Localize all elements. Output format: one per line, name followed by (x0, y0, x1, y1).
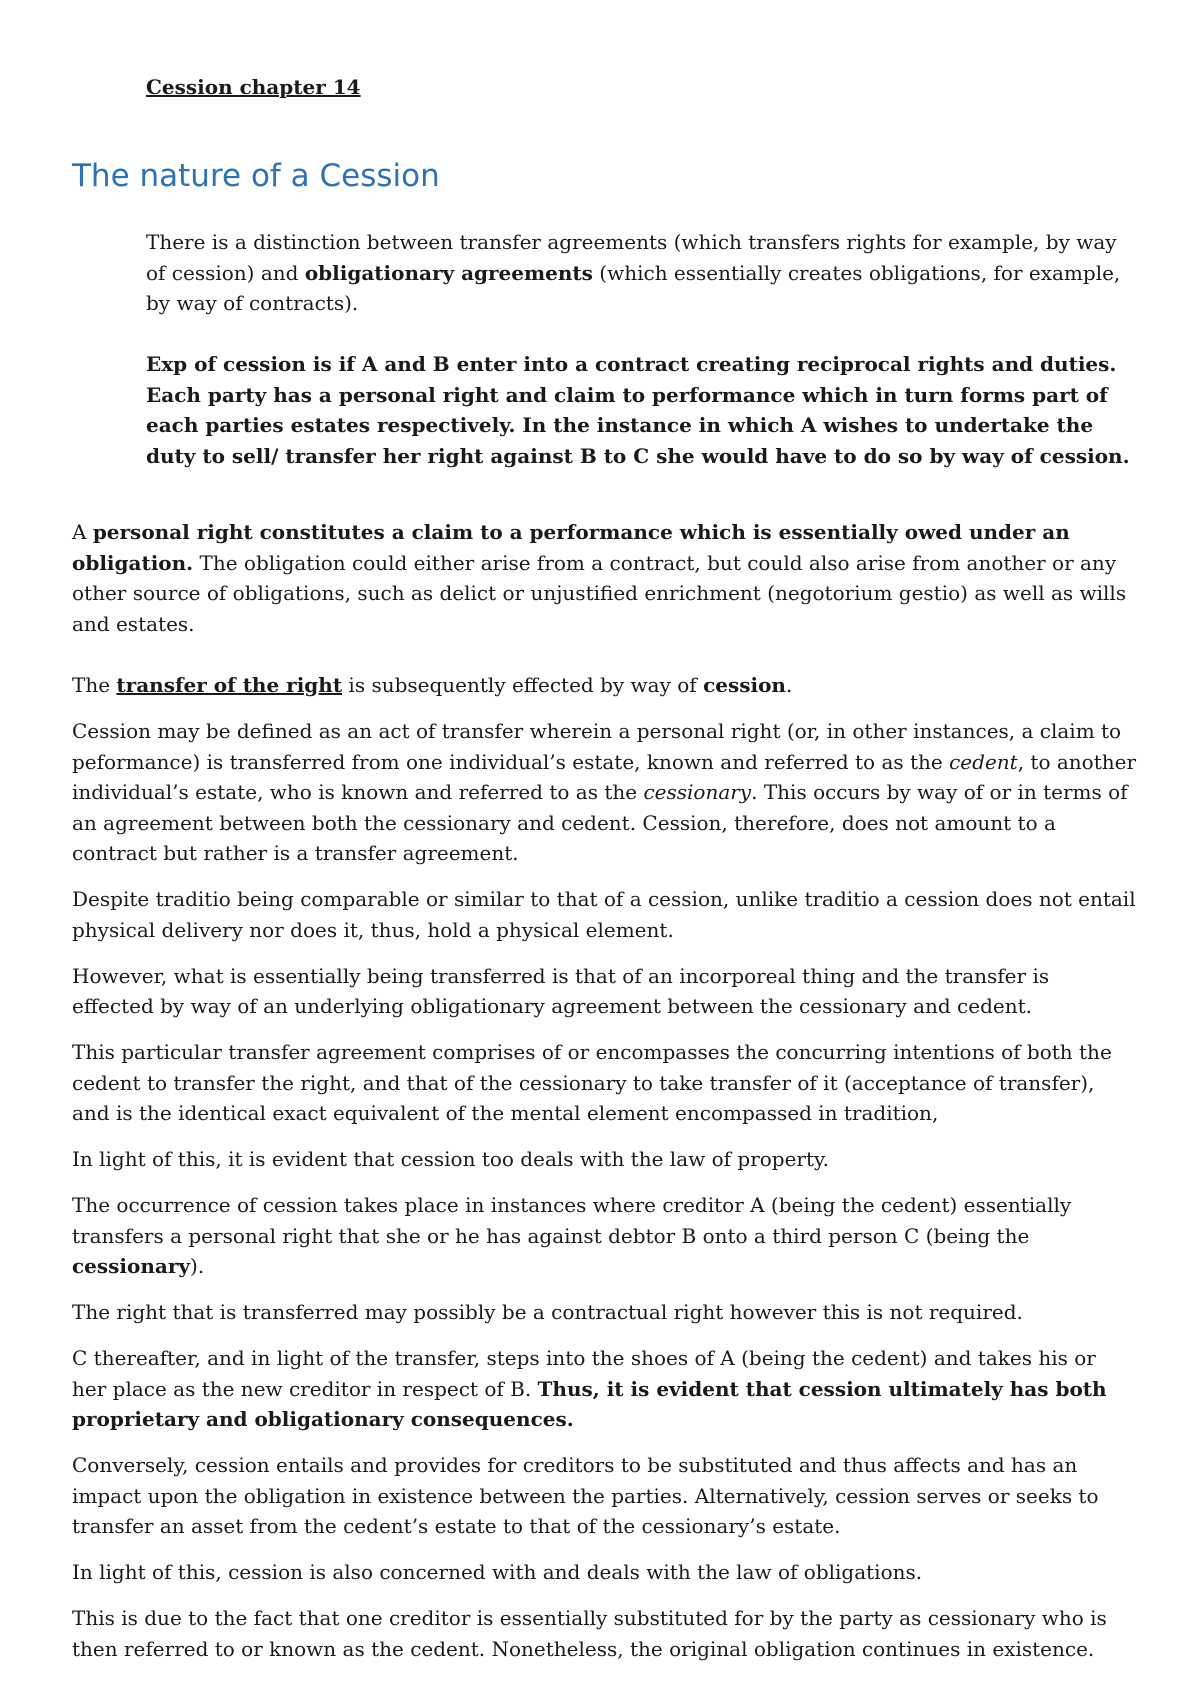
text: A (72, 520, 93, 544)
text: . This occurs by way of or in terms of an agreement between both the cessionary and cedent. Cession, therefore, does not amount to a contract but rather is a transfer agreement. (72, 780, 1128, 865)
paragraph-contractual: The right that is transferred may possibly be a contractual right however this is not required. (72, 1300, 1023, 1324)
text: There is a distinction between transfer agreements (which transfers rights for example, by way of cession) and (146, 230, 1117, 285)
text: The (72, 673, 117, 697)
italic-term-cedent: cedent (949, 749, 1018, 774)
text: The occurrence of cession takes place in instances where creditor A (being the cedent) essentially transfers a personal right that she or he has against debtor B onto a third person C (being the (72, 1193, 1072, 1248)
paragraph-shoes (72, 1343, 1136, 1435)
bold-definition: personal right constitutes a claim to a performance which is essentially owed under an obligation. (72, 520, 1070, 575)
text: Cession may be defined as an act of transfer wherein a personal right (or, in other instances, a claim to peformance) is transferred from one individual’s estate, known and referred to as the (72, 719, 1122, 774)
bold-conclusion: Thus, it is evident that cession ultimately has both proprietary and obligationary consequences. (72, 1376, 1107, 1431)
paragraph-example: Exp of cession is if A and B enter into a contract creating reciprocal rights and duties. Each party has a personal right and claim to performance which in turn forms part of each parties estates respectively. In the instance in which A wishes to undertake the duty to sell/ transfer her right against B to C she would have to do so by way of cession. (146, 352, 1130, 468)
paragraph-definition (72, 716, 1136, 869)
paragraph-obligations: In light of this, cession is also concerned with and deals with the law of obligations. (72, 1560, 923, 1584)
text: C thereafter, and in light of the transfer, steps into the shoes of A (being the cedent) and takes his or her place as the new creditor in respect of B. (72, 1346, 1096, 1401)
paragraph-conversely: Conversely, cession entails and provides for creditors to be substituted and thus affects and has an impact upon the obligation in existence between the parties. Alternatively, cession serves or seeks to transfer an asset from the cedent’s estate to that of the cessionary’s estate. (72, 1453, 1099, 1538)
paragraph-intro (146, 227, 1136, 319)
paragraph-substituted: This is due to the fact that one creditor is essentially substituted for by the party as cessionary who is then referred to or known as the cedent. Nonetheless, the original obligation continues in existence. (72, 1606, 1107, 1661)
text: (which essentially creates obligations, for example, by way of contracts). (146, 260, 1121, 315)
paragraph-intentions: This particular transfer agreement comprises of or encompasses the concurring intentions of both the cedent to transfer the right, and that of the cessionary to take transfer of it (acceptance of transfer), and is the identical exact equivalent of the mental element encompassed in tradition, (72, 1040, 1112, 1125)
text: . (785, 673, 793, 697)
paragraph-incorporeal: However, what is essentially being transferred is that of an incorporeal thing and the transfer is effected by way of an underlying obligationary agreement between the cessionary and cedent. (72, 963, 1050, 1018)
text: , to another individual’s estate, who is known and referred to as the (72, 749, 1137, 804)
paragraph-transfer (72, 670, 1136, 701)
bold-term: cessionary (72, 1254, 191, 1278)
italic-term-cessionary: cessionary (643, 780, 752, 804)
body-paragraphs (72, 670, 1136, 1680)
text: ). (190, 1254, 205, 1278)
paragraph-property: In light of this, it is evident that cession too deals with the law of property. (72, 1147, 830, 1171)
underline: transfer of the right (116, 673, 343, 697)
chapter-title: Cession chapter 14 (146, 75, 361, 99)
underlined-term (116, 673, 342, 697)
section-heading: The nature of a Cession (72, 158, 440, 194)
paragraph-personal-right (72, 517, 1136, 639)
text: is subsequently effected by way of (342, 673, 704, 697)
bold-term: cession (703, 673, 786, 697)
paragraph-occurrence (72, 1190, 1136, 1282)
text: The obligation could either arise from a contract, but could also arise from another or any other source of obligations, such as delict or unjustified enrichment (negotorium gestio) as well as wills and estates. (72, 550, 1127, 636)
paragraph-traditio: Despite traditio being comparable or similar to that of a cession, unlike traditio a cession does not entail physical delivery nor does it, thus, hold a physical element. (72, 887, 1136, 942)
bold-term: obligationary agreements (304, 260, 593, 285)
